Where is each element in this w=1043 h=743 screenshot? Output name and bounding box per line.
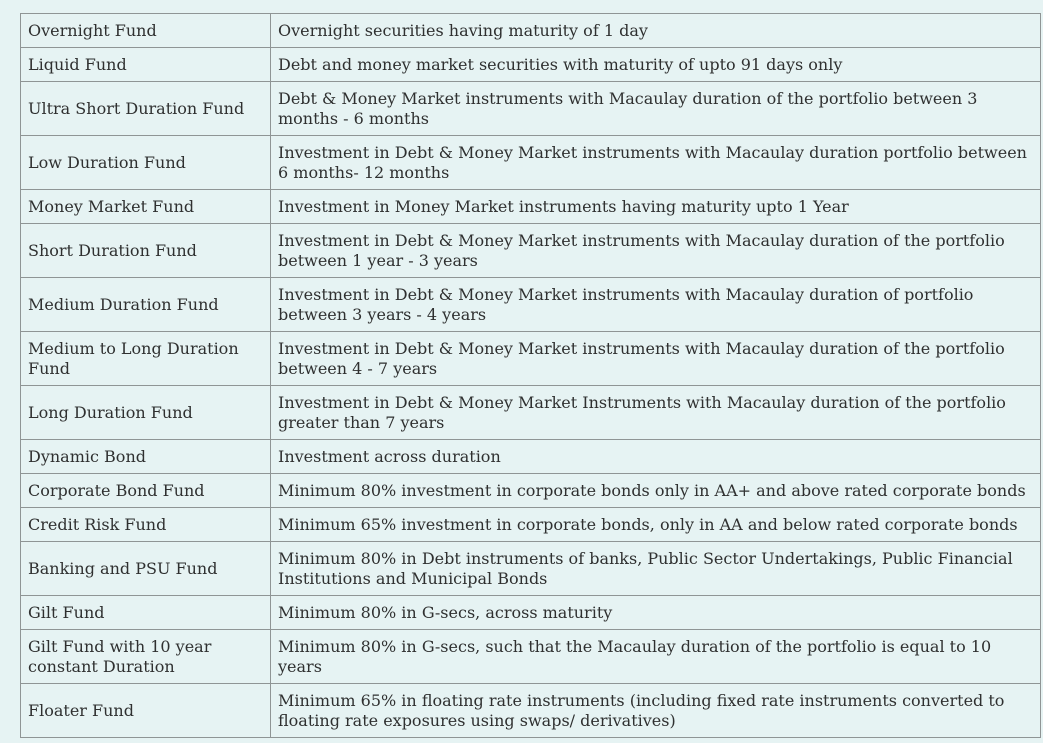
fund-description-cell: Debt & Money Market instruments with Macaulay duration of the portfolio between 3 months - 6 months (271, 82, 1041, 136)
fund-name-cell: Floater Fund (21, 684, 271, 738)
fund-name-cell: Corporate Bond Fund (21, 474, 271, 508)
fund-description-cell: Investment in Debt & Money Market instruments with Macaulay duration of portfolio between 3 years - 4 years (271, 278, 1041, 332)
table-row (21, 508, 1041, 542)
table-row (21, 542, 1041, 596)
fund-name-cell: Overnight Fund (21, 14, 271, 48)
table-row (21, 386, 1041, 440)
fund-name-cell: Dynamic Bond (21, 440, 271, 474)
fund-description-cell: Investment in Debt & Money Market instruments with Macaulay duration portfolio between 6 months- 12 months (271, 136, 1041, 190)
fund-name-cell: Long Duration Fund (21, 386, 271, 440)
fund-name-cell: Gilt Fund with 10 year constant Duration (21, 630, 271, 684)
fund-description-cell: Minimum 65% investment in corporate bonds, only in AA and below rated corporate bonds (271, 508, 1041, 542)
fund-description-cell: Minimum 80% in G-secs, such that the Macaulay duration of the portfolio is equal to 10 years (271, 630, 1041, 684)
fund-description-cell: Investment in Debt & Money Market Instruments with Macaulay duration of the portfolio greater than 7 years (271, 386, 1041, 440)
table-row (21, 630, 1041, 684)
table-row (21, 224, 1041, 278)
fund-name-cell: Ultra Short Duration Fund (21, 82, 271, 136)
fund-name-cell: Gilt Fund (21, 596, 271, 630)
fund-description-cell: Minimum 80% in G-secs, across maturity (271, 596, 1041, 630)
fund-description-cell: Investment across duration (271, 440, 1041, 474)
table-row (21, 82, 1041, 136)
fund-description-cell: Debt and money market securities with maturity of upto 91 days only (271, 48, 1041, 82)
fund-name-cell: Banking and PSU Fund (21, 542, 271, 596)
fund-name-cell: Medium Duration Fund (21, 278, 271, 332)
fund-description-cell: Minimum 80% in Debt instruments of banks, Public Sector Undertakings, Public Financial Institutions and Municipal Bonds (271, 542, 1041, 596)
fund-category-table (20, 13, 1041, 738)
fund-description-cell: Investment in Debt & Money Market instruments with Macaulay duration of the portfolio between 1 year - 3 years (271, 224, 1041, 278)
table-row (21, 332, 1041, 386)
table-row (21, 440, 1041, 474)
table-row (21, 474, 1041, 508)
fund-description-cell: Overnight securities having maturity of 1 day (271, 14, 1041, 48)
fund-name-cell: Low Duration Fund (21, 136, 271, 190)
table-row (21, 136, 1041, 190)
fund-name-cell: Liquid Fund (21, 48, 271, 82)
table-row (21, 190, 1041, 224)
fund-name-cell: Credit Risk Fund (21, 508, 271, 542)
table-row (21, 278, 1041, 332)
table-row (21, 596, 1041, 630)
fund-name-cell: Medium to Long Duration Fund (21, 332, 271, 386)
fund-description-cell: Minimum 65% in floating rate instruments (including fixed rate instruments converted to floating rate exposures using swaps/ derivatives) (271, 684, 1041, 738)
table-row (21, 14, 1041, 48)
table-row (21, 48, 1041, 82)
fund-description-cell: Investment in Debt & Money Market instruments with Macaulay duration of the portfolio between 4 - 7 years (271, 332, 1041, 386)
fund-description-cell: Minimum 80% investment in corporate bonds only in AA+ and above rated corporate bonds (271, 474, 1041, 508)
fund-name-cell: Short Duration Fund (21, 224, 271, 278)
fund-description-cell: Investment in Money Market instruments having maturity upto 1 Year (271, 190, 1041, 224)
table-row (21, 684, 1041, 738)
fund-name-cell: Money Market Fund (21, 190, 271, 224)
